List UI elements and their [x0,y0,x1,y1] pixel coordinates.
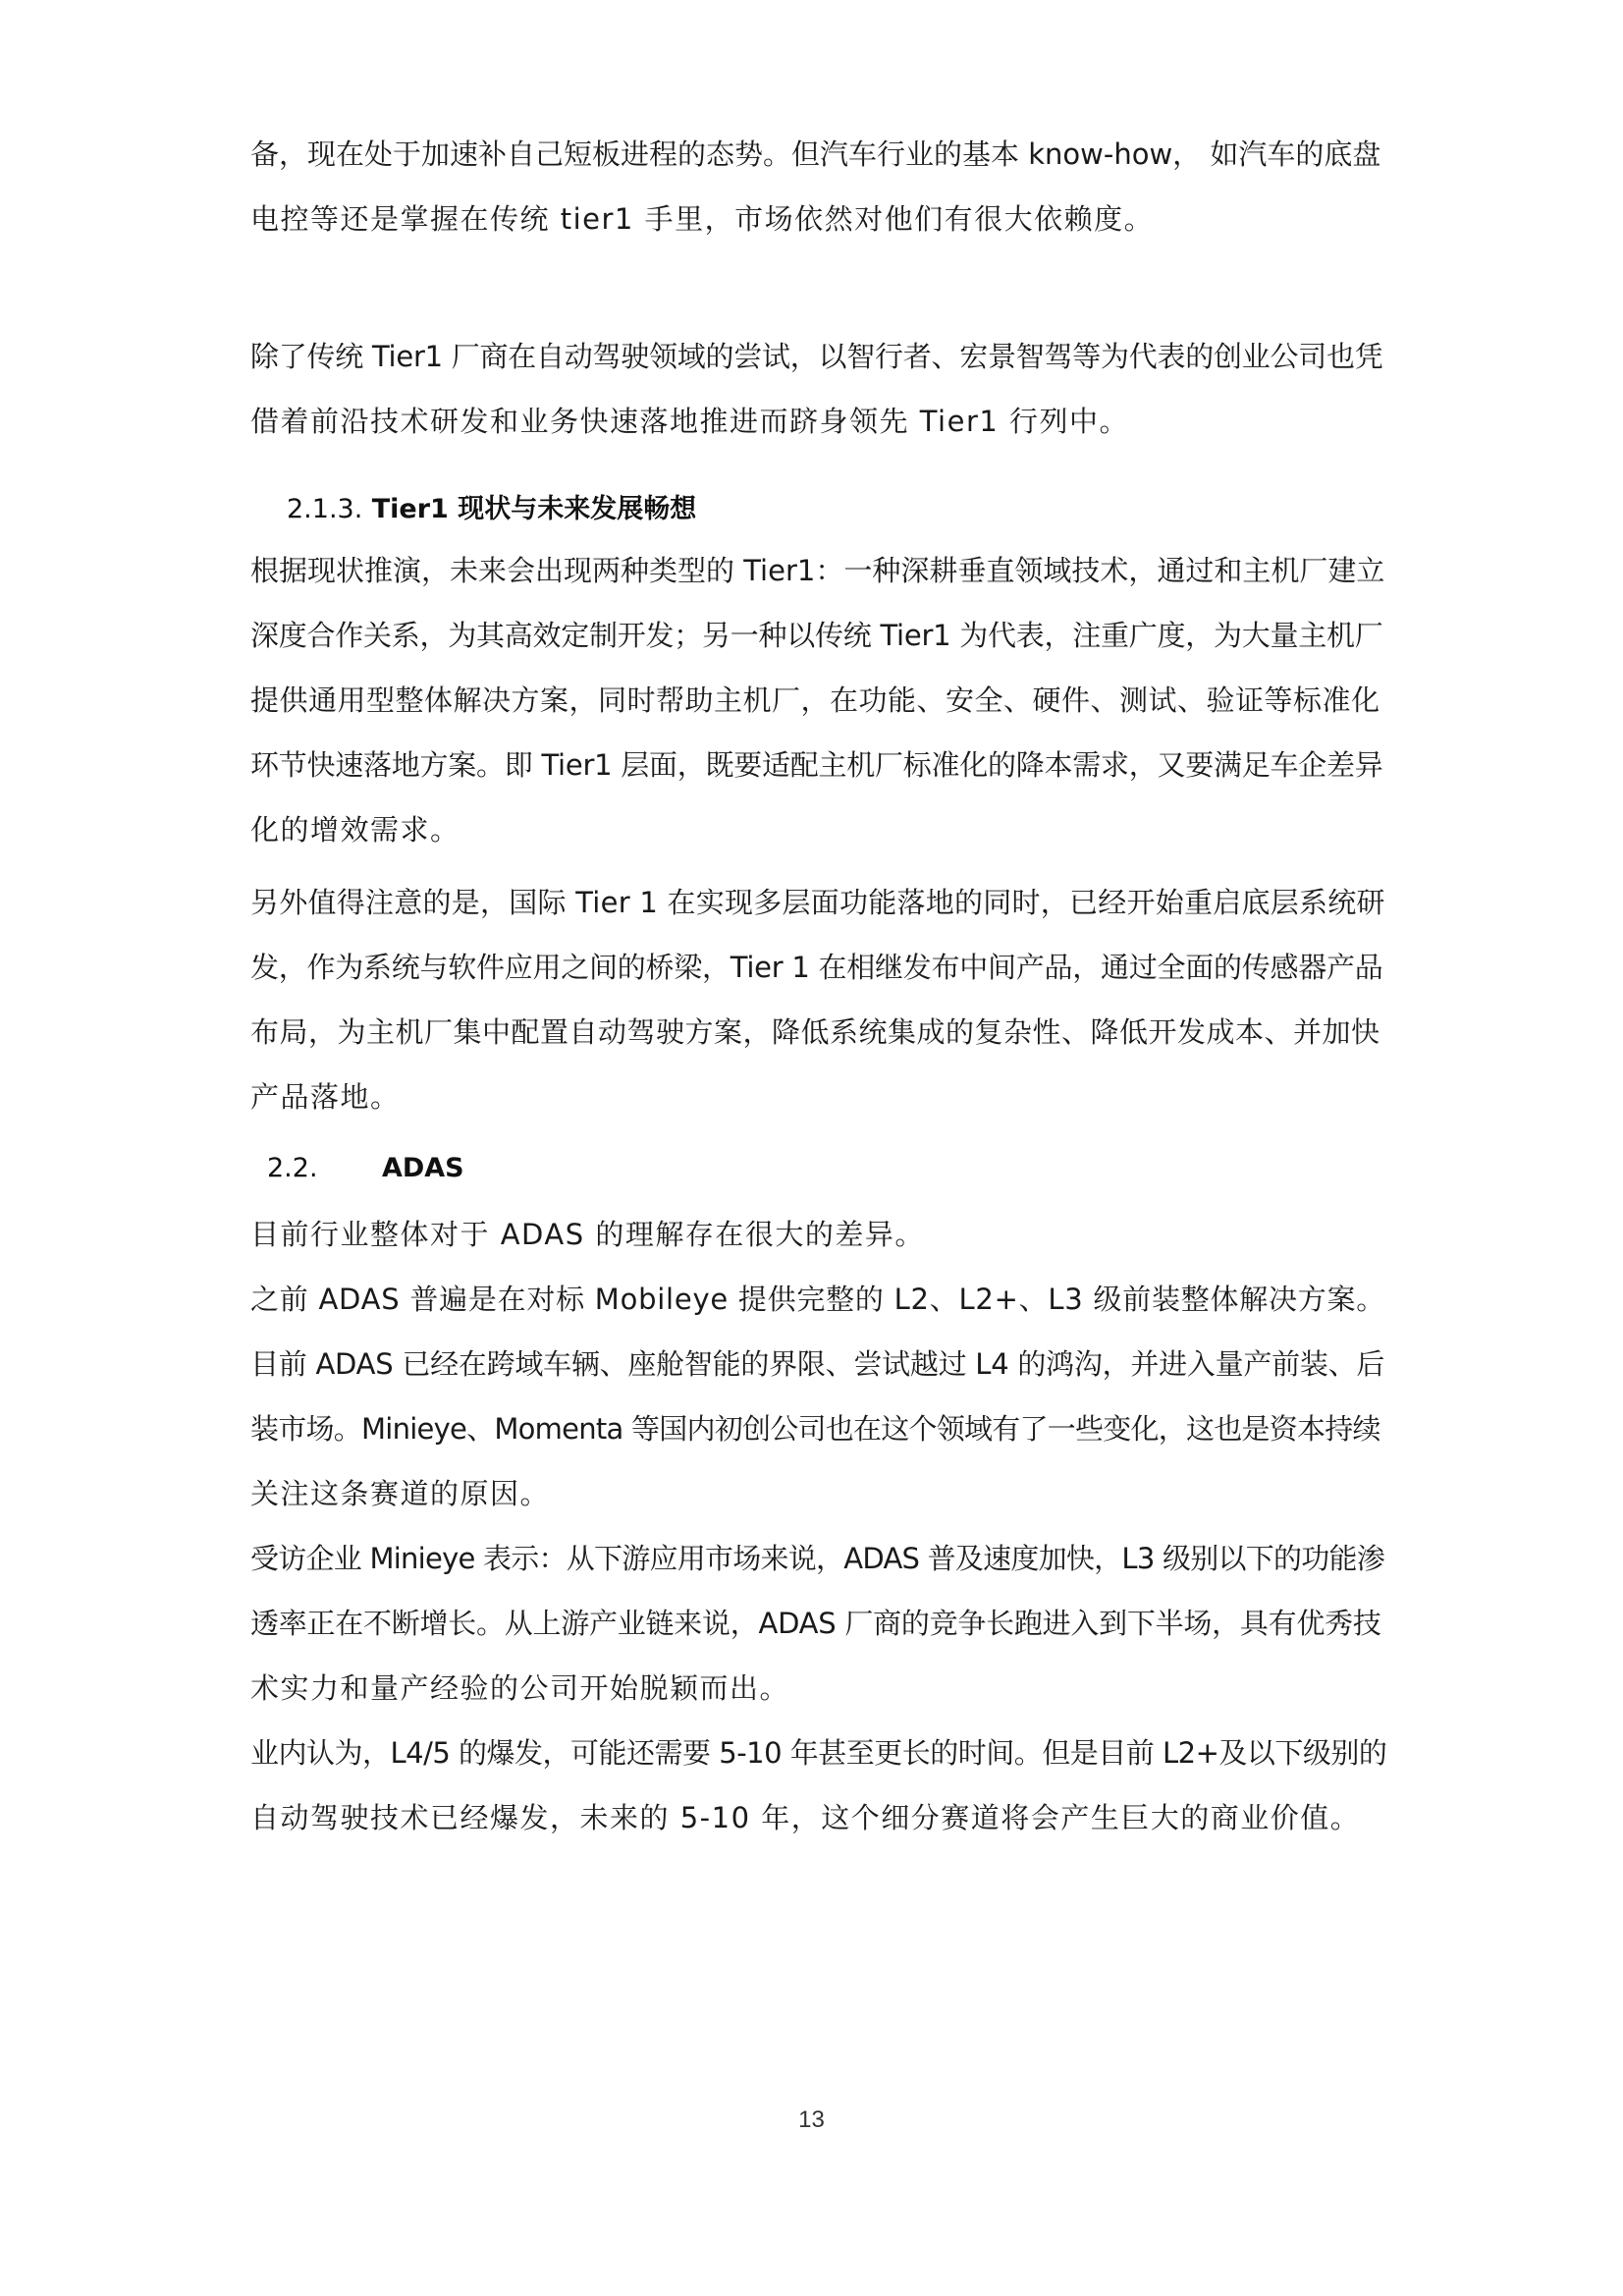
text-line: 发，作为系统与软件应用之间的桥梁，Tier 1 在相继发布中间产品，通过全面的传感器产品 [250,951,1383,984]
paragraph-9 [250,1721,1387,1850]
paragraph-7 [250,1332,1387,1526]
text-line: 根据现状推演，未来会出现两种类型的 Tier1：一种深耕垂直领域技术，通过和主机厂建立 [250,554,1385,587]
page-number: 13 [798,2106,825,2133]
text-line: 化的增效需求。 [250,813,460,847]
paragraph-1 [250,122,1387,251]
section-number: 2.2. [267,1153,318,1183]
text-line: 深度合作关系，为其高效定制开发；另一种以传统 Tier1 为代表，注重广度，为大量主机厂 [250,619,1383,652]
text-line: 除了传统 Tier1 厂商在自动驾驶领域的尝试，以智行者、宏景智驾等为代表的创业公司也凭 [250,340,1383,373]
section-title: Tier1 现状与未来发展畅想 [371,494,697,524]
paragraph-4 [250,870,1387,1129]
section-title: ADAS [381,1153,464,1183]
text-line: 环节快速落地方案。即 Tier1 层面，既要适配主机厂标准化的降本需求，又要满足车企差异 [250,748,1383,782]
text-line: 透率正在不断增长。从上游产业链来说，ADAS 厂商的竞争长跑进入到下半场，具有优秀技 [250,1607,1381,1640]
text-line: 布局，为主机厂集中配置自动驾驶方案，降低系统集成的复杂性、降低开发成本、并加快 [250,1015,1380,1049]
text-line: 备，现在处于加速补自己短板进程的态势。但汽车行业的基本 know-how， 如汽车的底盘 [250,137,1381,171]
section-number: 2.1.3. [287,494,363,524]
text-line: 受访企业 Minieye 表示：从下游应用市场来说，ADAS 普及速度加快，L3 级别以下的功能渗 [250,1542,1384,1575]
text-line: 借着前沿技术研发和业务快速落地推进而跻身领先 Tier1 行列中。 [250,405,1130,438]
text-line: 电控等还是掌握在传统 tier1 手里，市场依然对他们有很大依赖度。 [250,202,1155,236]
paragraph-8 [250,1526,1387,1721]
paragraph-5 [250,1202,1387,1267]
text-line: 目前行业整体对于 ADAS 的理解存在很大的差异。 [250,1218,925,1251]
text-line: 自动驾驶技术已经爆发，未来的 5-10 年，这个细分赛道将会产生巨大的商业价值。 [250,1801,1361,1834]
section-heading-2-1-3 [287,487,696,525]
section-heading-2-2 [267,1153,464,1183]
paragraph-2 [250,324,1387,454]
text-line: 关注这条赛道的原因。 [250,1477,551,1510]
text-line: 之前 ADAS 普遍是在对标 Mobileye 提供完整的 L2、L2+、L3 级前装整体解决方案。 [250,1283,1385,1316]
text-line: 产品落地。 [250,1080,401,1114]
text-line: 目前 ADAS 已经在跨域车辆、座舱智能的界限、尝试越过 L4 的鸿沟，并进入量产前装、后 [250,1347,1385,1381]
text-line: 业内认为，L4/5 的爆发，可能还需要 5-10 年甚至更长的时间。但是目前 L2+及以下级别的 [250,1736,1387,1770]
text-line: 另外值得注意的是，国际 Tier 1 在实现多层面功能落地的同时，已经开始重启底层系统研 [250,886,1385,919]
text-line: 术实力和量产经验的公司开始脱颖而出。 [250,1671,790,1705]
text-line: 装市场。Minieye、Momenta 等国内初创公司也在这个领域有了一些变化，这也是资本持续 [250,1412,1380,1446]
text-line: 提供通用型整体解决方案，同时帮助主机厂，在功能、安全、硬件、测试、验证等标准化 [250,683,1380,717]
paragraph-3 [250,538,1387,862]
paragraph-6 [250,1267,1387,1332]
